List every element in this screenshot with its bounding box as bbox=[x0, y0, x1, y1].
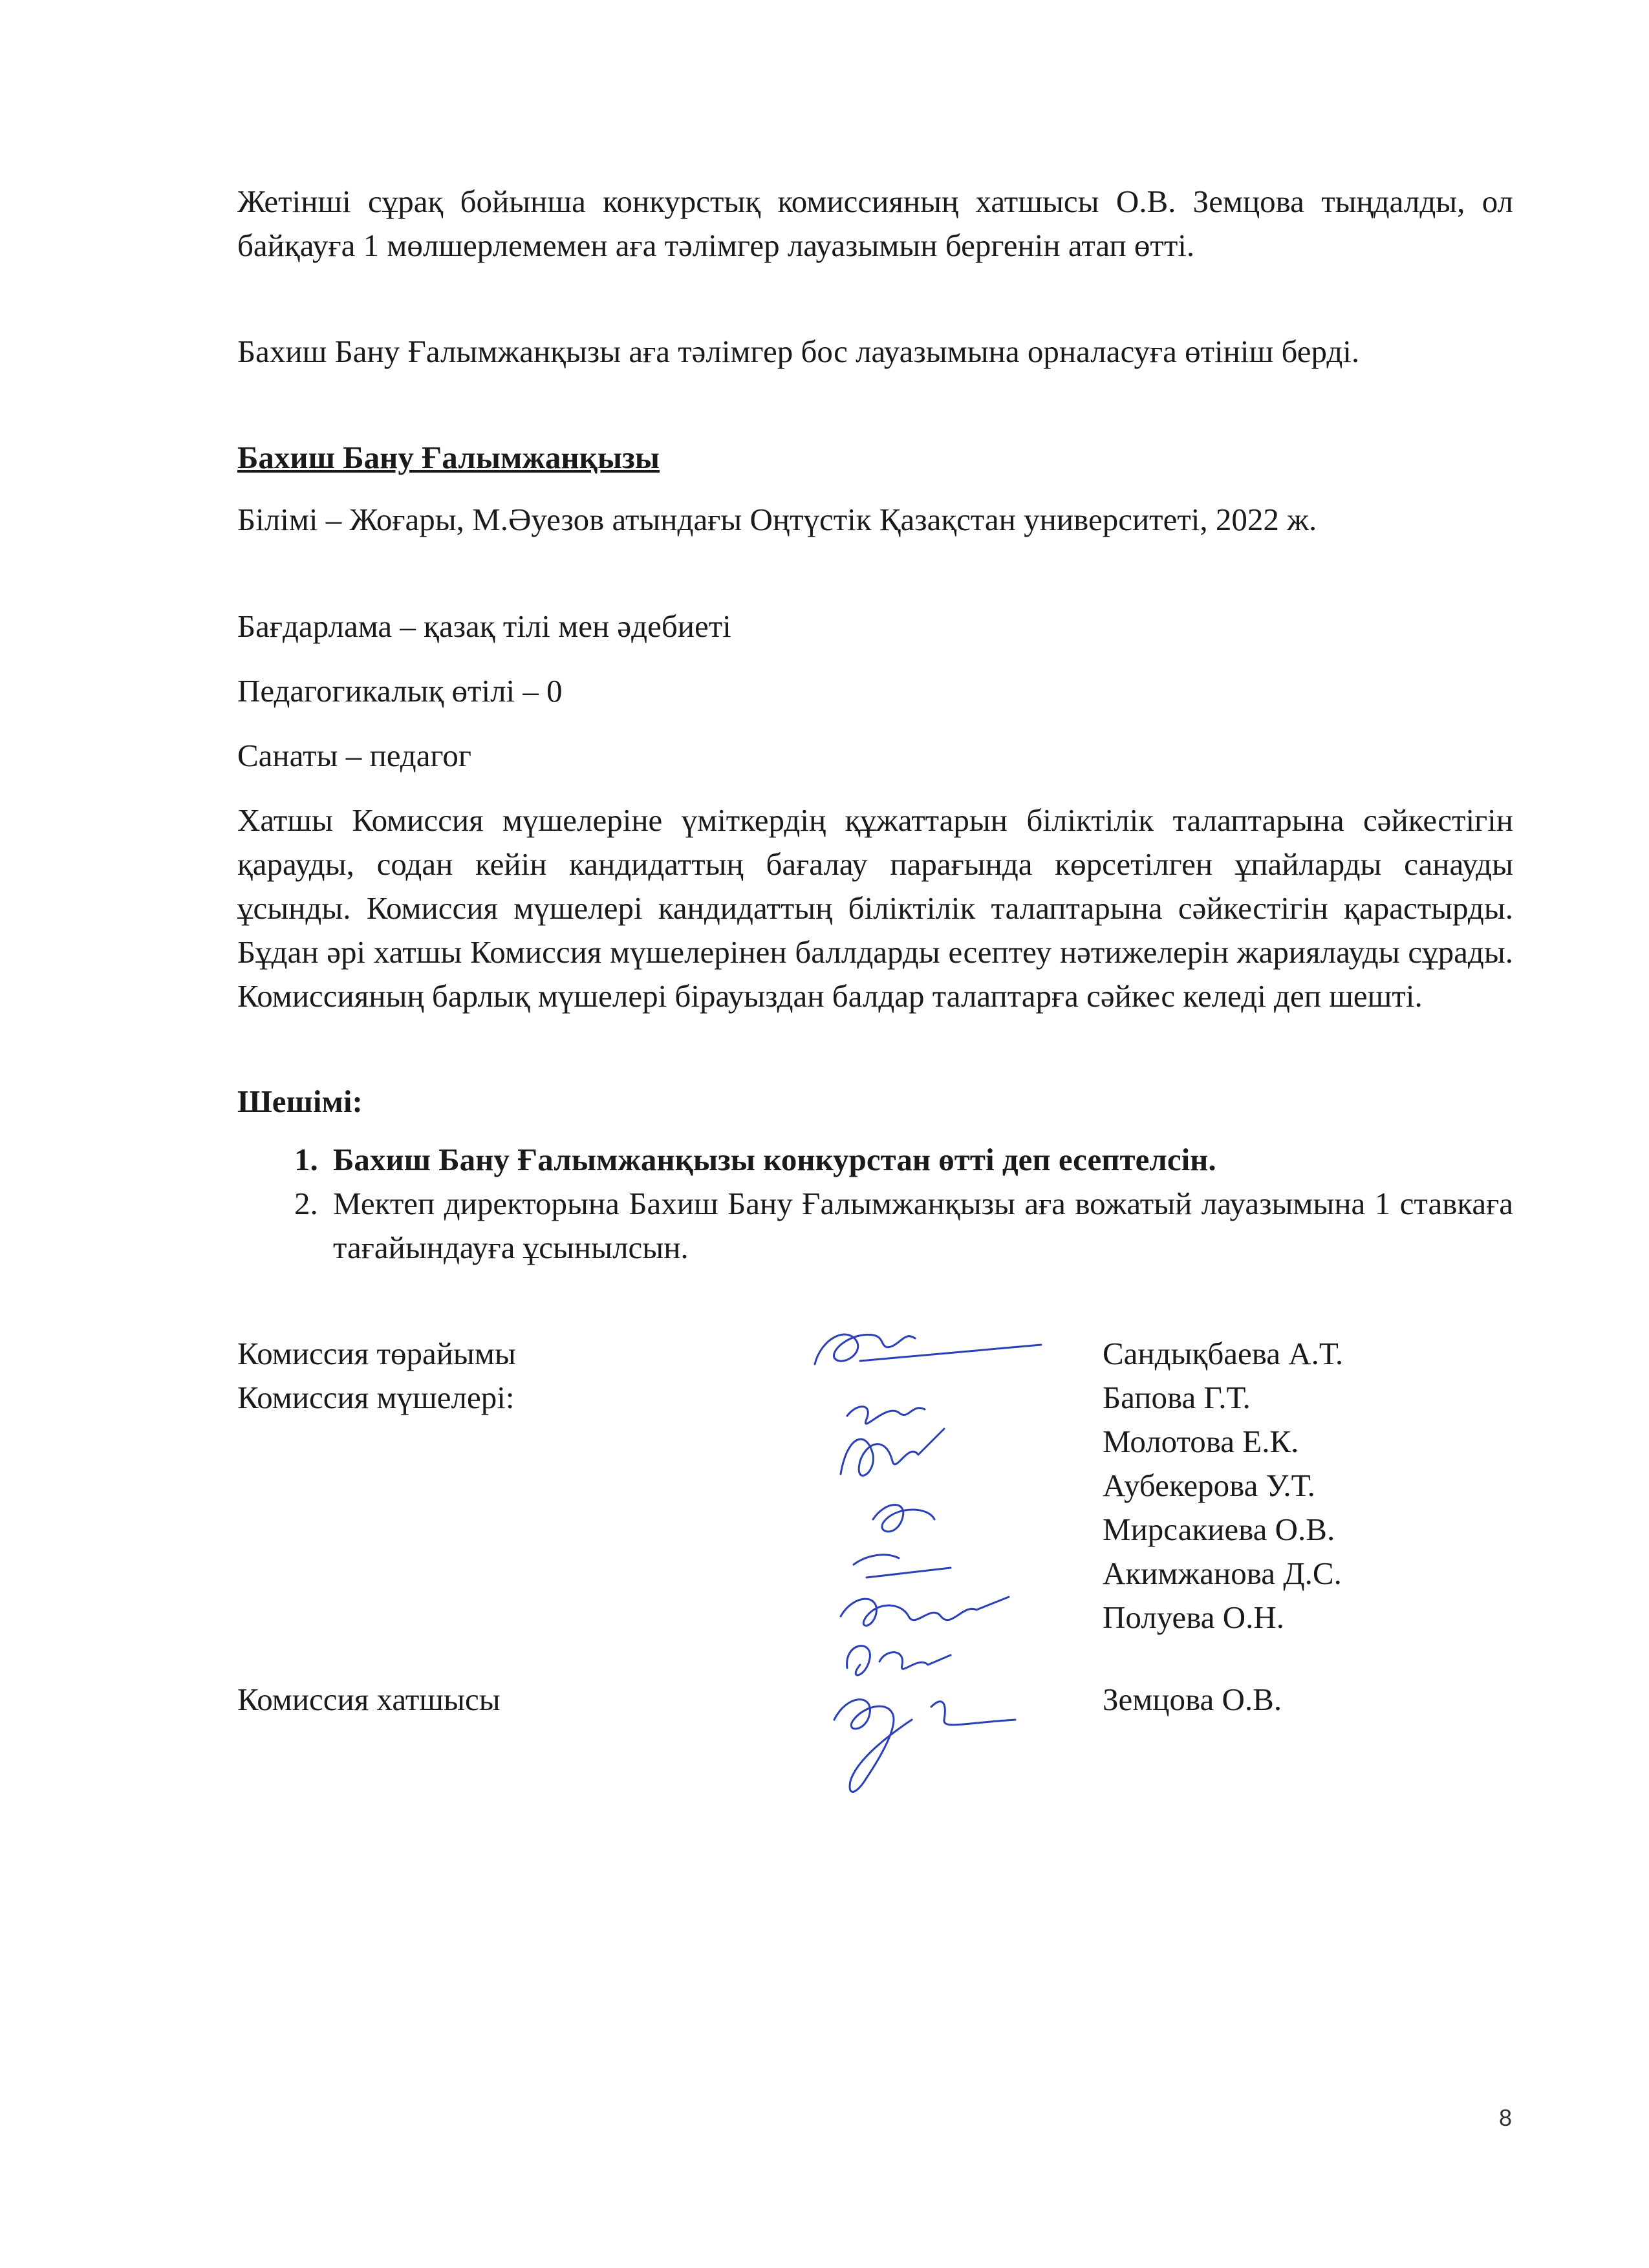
signature-member-4 bbox=[854, 1555, 951, 1578]
candidate-program: Бағдарлама – қазақ тілі мен әдебиеті bbox=[237, 608, 731, 644]
name-member-3: Аубекерова У.Т. bbox=[1103, 1468, 1315, 1503]
handwritten-signatures bbox=[795, 1306, 1067, 1810]
signature-member-6 bbox=[847, 1646, 951, 1675]
decision-item-1: 1. Бахиш Бану Ғалымжанқызы конкурстан өтті деп есептелсін. bbox=[294, 1142, 1216, 1177]
candidate-heading: Бахиш Бану Ғалымжанқызы bbox=[237, 440, 660, 475]
chair-label: Комиссия төрайымы bbox=[237, 1336, 516, 1371]
secretary-label: Комиссия хатшысы bbox=[237, 1682, 501, 1717]
name-member-6: Полуева О.Н. bbox=[1103, 1599, 1285, 1635]
name-member-1: Бапова Г.Т. bbox=[1103, 1380, 1251, 1415]
name-member-5: Акимжанова Д.С. bbox=[1103, 1556, 1342, 1591]
paragraph-seventh-question: Жетінші сұрақ бойынша конкурстық комиссияның хатшысы О.В. Земцова тыңдалды, ол байқауға 1 мөлшерлемемен аға тәлімгер лауазымын бергенін атап өтті. bbox=[237, 184, 1513, 263]
candidate-category: Санаты – педагог bbox=[237, 738, 471, 773]
signature-member-3 bbox=[873, 1505, 934, 1532]
decision-item-2: 2. Мектеп директорына Бахиш Бану Ғалымжанқызы аға вожатый лауазымына 1 ставкаға тағайындауға ұсынылсын. bbox=[294, 1186, 1513, 1265]
decision-heading: Шешімі: bbox=[237, 1084, 363, 1119]
procedure-paragraph: Хатшы Комиссия мүшелеріне үміткердің құжаттарын біліктілік талаптарына сәйкестігін қарауды, содан кейін кандидаттың бағалау парағында көрсетілген ұпайларды санауды ұсынды. Комиссия мүшелері кандидаттың біліктілік талаптарына сәйкестігін қарастырды. Бұдан әрі хатшы Комиссия мүшелерінен баллдарды есептеу нәтижелерін жариялауды сұрады. Комиссияның барлық мүшелері бірауыздан балдар талаптарға сәйкес келеді деп шешті. bbox=[237, 802, 1513, 1014]
page-number: 8 bbox=[1499, 2104, 1513, 2131]
decision-list bbox=[294, 1138, 1513, 1270]
name-member-2: Молотова Е.К. bbox=[1103, 1424, 1299, 1459]
members-label: Комиссия мүшелері: bbox=[237, 1380, 515, 1415]
commission-names-list bbox=[1103, 1332, 1343, 1640]
secretary-name: Земцова О.В. bbox=[1103, 1682, 1282, 1717]
candidate-experience: Педагогикалық өтілі – 0 bbox=[237, 673, 563, 709]
signature-secretary bbox=[834, 1700, 1015, 1792]
signature-member-5 bbox=[841, 1597, 1009, 1625]
paragraph-application: Бахиш Бану Ғалымжанқызы аға тәлімгер бос лауазымына орналасуға өтініш берді. bbox=[237, 334, 1360, 369]
signature-member-2 bbox=[841, 1429, 944, 1475]
name-member-4: Мирсакиева О.В. bbox=[1103, 1512, 1335, 1547]
signature-chair bbox=[815, 1334, 1041, 1364]
name-chair: Сандықбаева А.Т. bbox=[1103, 1336, 1344, 1371]
candidate-education: Білімі – Жоғары, М.Әуезов атындағы Оңтүстік Қазақстан университеті, 2022 ж. bbox=[237, 502, 1317, 537]
signature-member-1 bbox=[847, 1407, 925, 1424]
